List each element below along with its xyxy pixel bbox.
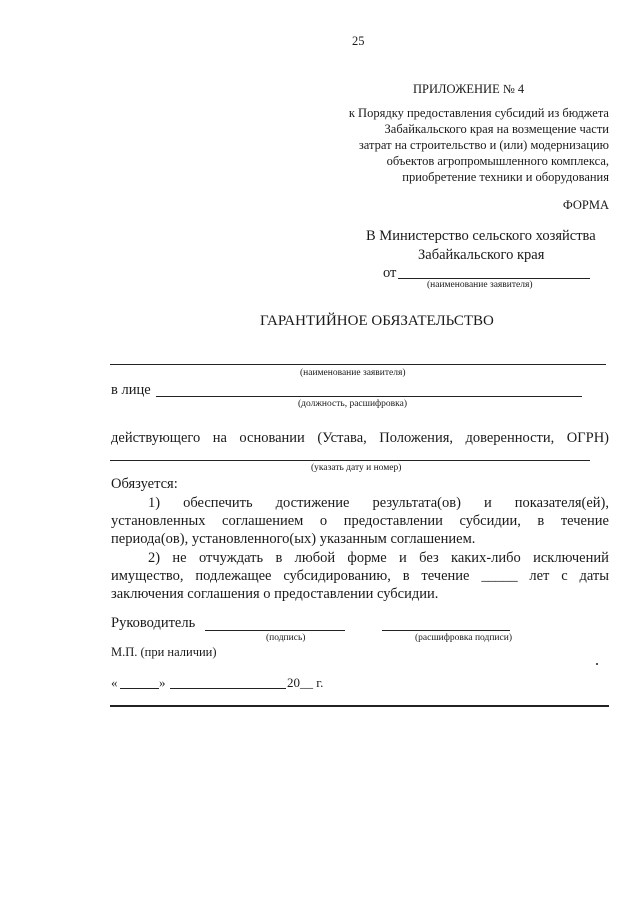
item1-line2 — [111, 513, 609, 530]
word: о — [319, 513, 328, 529]
word: достижение — [275, 495, 350, 511]
word: 2) — [148, 550, 161, 566]
word: 1) — [148, 495, 161, 511]
word: течение — [560, 513, 609, 529]
word: отчуждать — [198, 550, 264, 566]
word: и — [399, 550, 407, 566]
word: установленных — [111, 513, 206, 529]
word: предоставлении — [343, 513, 443, 529]
word: ОГРН) — [566, 430, 609, 446]
word: форме — [347, 550, 387, 566]
word: в — [275, 550, 283, 566]
word: субсидии, — [459, 513, 521, 529]
word: _____ — [481, 568, 518, 584]
bottom-rule — [110, 705, 609, 707]
scan-dot — [596, 663, 598, 665]
date-open-quote: « — [111, 675, 118, 690]
word: показателя(ей), — [514, 495, 609, 511]
addressee-line-1: В Министерство сельского хозяйства — [366, 228, 596, 244]
word: основании — [239, 430, 305, 446]
from-caption: (наименование заявителя) — [427, 280, 533, 290]
addressee-line-2: Забайкальского края — [418, 247, 545, 263]
in-person-prefix: в лице — [111, 382, 151, 398]
item2-line3: заключения соглашения о предоставлении субсидии. — [111, 586, 439, 602]
applicant-name-line — [398, 278, 590, 279]
appendix-line-1: к Порядку предоставления субсидий из бюджета — [348, 106, 609, 120]
word: в — [402, 568, 410, 584]
date-caption: (указать дату и номер) — [311, 463, 402, 473]
word: субсидированию, — [283, 568, 391, 584]
date-number-line — [110, 460, 590, 461]
obligates-label: Обязуется: — [111, 476, 178, 492]
word: течение — [421, 568, 470, 584]
date-month-line — [170, 688, 286, 689]
word: соглашением — [222, 513, 304, 529]
word: подлежащее — [195, 568, 272, 584]
appendix-title: ПРИЛОЖЕНИЕ № 4 — [413, 82, 525, 96]
item2-line2 — [111, 568, 609, 585]
sign-caption: (подпись) — [266, 633, 306, 643]
word: лет — [529, 568, 550, 584]
appendix-line-5: приобретение техники и оборудования — [402, 170, 609, 184]
word: доверенности, — [465, 430, 555, 446]
signature-line — [205, 630, 345, 631]
word: каких-либо — [451, 550, 521, 566]
word: результата(ов) — [372, 495, 461, 511]
word: не — [172, 550, 187, 566]
word: исключений — [533, 550, 609, 566]
page-number: 25 — [352, 34, 365, 48]
stamp-label: М.П. (при наличии) — [111, 645, 217, 659]
item2-line1 — [148, 550, 609, 567]
item1-line1 — [148, 495, 609, 512]
applicant-caption: (наименование заявителя) — [300, 368, 406, 378]
applicant-line — [110, 364, 606, 365]
word: с — [561, 568, 568, 584]
year-text: 20__ г. — [287, 675, 324, 690]
word: на — [212, 430, 227, 446]
word: действующего — [111, 430, 201, 446]
decode-signature-line — [382, 630, 510, 631]
word: имущество, — [111, 568, 184, 584]
word: (Устава, — [317, 430, 367, 446]
word: Положения, — [379, 430, 453, 446]
head-label: Руководитель — [111, 615, 196, 631]
word: любой — [294, 550, 336, 566]
word: обеспечить — [183, 495, 253, 511]
date-close-quote: » — [159, 675, 166, 690]
date-day-line — [120, 688, 159, 689]
word: даты — [579, 568, 609, 584]
word: в — [537, 513, 545, 529]
item1-line3: периода(ов), установленного(ых) указанным соглашением. — [111, 531, 476, 547]
appendix-line-2: Забайкальского края на возмещение части — [384, 122, 609, 136]
decode-caption: (расшифровка подписи) — [415, 633, 512, 643]
appendix-line-4: объектов агропромышленного комплекса, — [386, 154, 609, 168]
word: без — [419, 550, 439, 566]
acting-basis-line — [111, 430, 609, 447]
doc-title: ГАРАНТИЙНОЕ ОБЯЗАТЕЛЬСТВО — [260, 313, 494, 329]
appendix-line-3: затрат на строительство и (или) модернизацию — [358, 138, 609, 152]
from-prefix: от — [383, 265, 397, 281]
forma-label: ФОРМА — [562, 198, 609, 212]
position-caption: (должность, расшифровка) — [298, 399, 408, 409]
position-line — [156, 396, 582, 397]
word: и — [483, 495, 492, 511]
